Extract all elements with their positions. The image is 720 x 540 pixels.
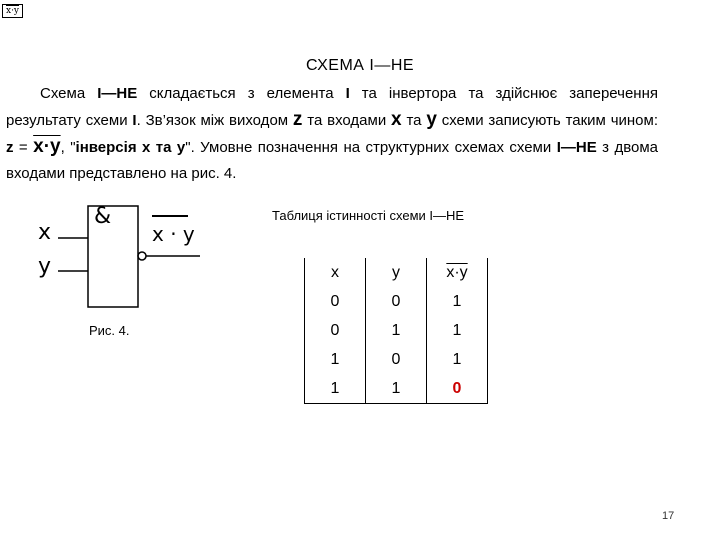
table-row <box>305 287 488 316</box>
var-y: y <box>426 109 437 130</box>
cell-y: 1 <box>366 316 427 345</box>
and-symbol: & <box>94 204 112 229</box>
figure-caption: Рис. 4. <box>89 323 130 338</box>
cell-x: 1 <box>305 374 366 404</box>
var-z: z <box>292 109 303 130</box>
text-run: та входами <box>302 112 392 129</box>
table-row <box>305 374 488 404</box>
nand-expression: x·y <box>33 136 61 157</box>
header-nand: x·y <box>427 258 488 287</box>
input-x-label: x <box>38 220 52 245</box>
cell-y: 1 <box>366 374 427 404</box>
output-label: x · y <box>152 222 195 246</box>
table-header-row <box>305 258 488 287</box>
text-run: та <box>401 112 427 129</box>
truth-table <box>304 258 488 404</box>
text-run: схеми записують таким чином: <box>436 112 658 129</box>
var-z: z <box>6 139 14 156</box>
inversion-bubble <box>138 252 146 260</box>
and-element: І <box>132 112 137 129</box>
cell-x: 0 <box>305 316 366 345</box>
table-row <box>305 316 488 345</box>
corner-formula: x·y <box>2 4 23 18</box>
header-y: y <box>366 258 427 287</box>
text-run: та інвертора та здійснює заперечення результату схеми <box>6 85 658 129</box>
cell-nand: 1 <box>427 345 488 374</box>
text-run: . Зв’язок між виходом <box>136 112 293 129</box>
scheme-name: І—НЕ <box>97 85 138 102</box>
page-number: 17 <box>662 510 675 522</box>
text-run: , " <box>60 139 76 156</box>
cell-y: 0 <box>366 345 427 374</box>
cell-x: 0 <box>305 287 366 316</box>
text-run: = <box>13 139 34 156</box>
input-y-label: y <box>38 254 52 279</box>
text-run: з двома входами представлено на рис. 4. <box>6 139 658 182</box>
table-caption: Таблиця істинності схеми І—НЕ <box>272 208 465 223</box>
page-title: СХЕМА І—НЕ <box>305 57 415 74</box>
cell-y: 0 <box>366 287 427 316</box>
header-x: x <box>305 258 366 287</box>
nand-gate-diagram <box>30 200 230 315</box>
cell-nand-highlighted: 0 <box>427 374 488 404</box>
inversion-phrase: інверсія x та y <box>75 139 186 156</box>
var-x: x <box>391 109 402 130</box>
scheme-name: І—НЕ <box>556 139 597 156</box>
cell-nand: 1 <box>427 316 488 345</box>
body-paragraph <box>6 81 658 187</box>
text-run: Схема <box>40 85 98 102</box>
and-element: І <box>345 85 350 102</box>
table-row <box>305 345 488 374</box>
cell-nand: 1 <box>427 287 488 316</box>
text-run: ". Умовне позначення на структурних схемах схеми <box>185 139 557 156</box>
text-run: складається з елемента <box>137 85 346 102</box>
cell-x: 1 <box>305 345 366 374</box>
